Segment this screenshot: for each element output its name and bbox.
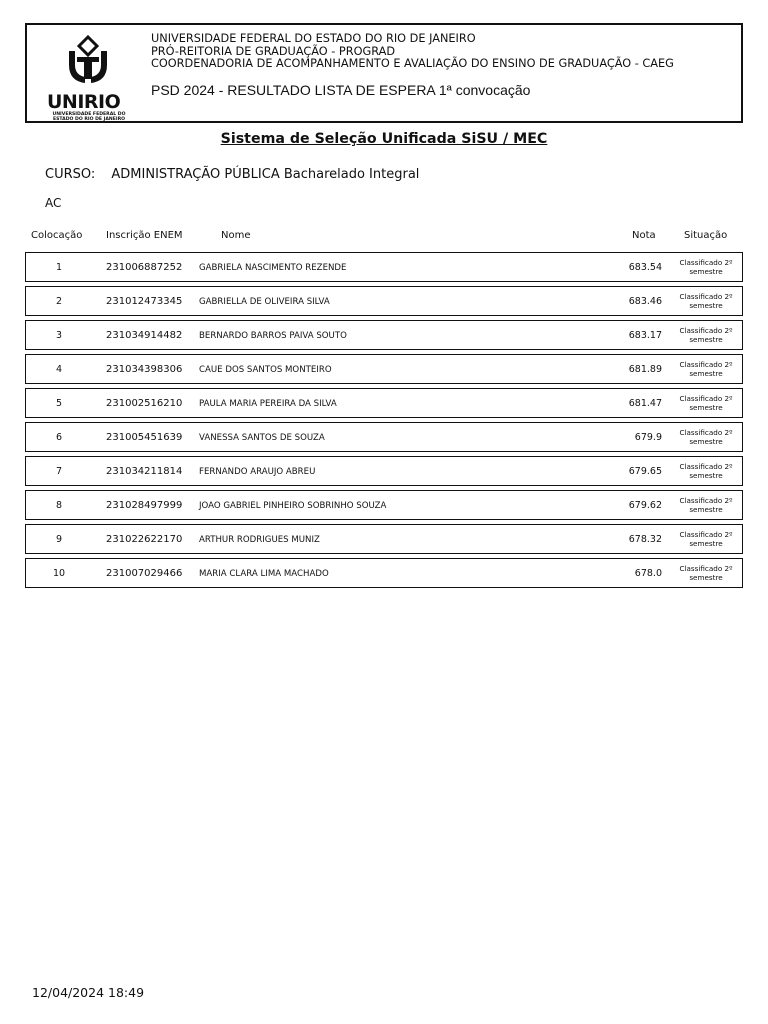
cell-situacao: Classificado 2º semestre: [679, 462, 733, 480]
col-header-nota: Nota: [632, 230, 656, 241]
cell-colocacao: 2: [55, 296, 63, 307]
cell-nota: 679.62: [628, 500, 662, 511]
col-header-situacao: Situação: [684, 230, 728, 241]
unirio-emblem-icon: [43, 35, 133, 91]
results-table: [25, 252, 743, 592]
cell-colocacao: 5: [55, 398, 63, 409]
cell-situacao: Classificado 2º semestre: [679, 292, 733, 310]
cell-nome: JOAO GABRIEL PINHEIRO SOBRINHO SOUZA: [199, 501, 387, 511]
cell-inscricao: 231007029466: [106, 568, 183, 579]
cell-nome: ARTHUR RODRIGUES MUNIZ: [199, 535, 320, 545]
cell-nota: 678.32: [628, 534, 662, 545]
cell-inscricao: 231002516210: [106, 398, 183, 409]
cell-situacao: Classificado 2º semestre: [679, 530, 733, 548]
cell-colocacao: 8: [55, 500, 63, 511]
cell-colocacao: 4: [55, 364, 63, 375]
cell-situacao: Classificado 2º semestre: [679, 258, 733, 276]
col-header-nome: Nome: [221, 230, 251, 241]
unirio-logo: [43, 35, 133, 122]
cell-situacao: Classificado 2º semestre: [679, 360, 733, 378]
cell-situacao: Classificado 2º semestre: [679, 326, 733, 344]
cell-inscricao: 231005451639: [106, 432, 183, 443]
table-row: [25, 524, 743, 554]
cell-inscricao: 231028497999: [106, 500, 183, 511]
print-datetime: 12/04/2024 18:49: [32, 985, 145, 1000]
table-row: [25, 388, 743, 418]
cell-nome: FERNANDO ARAUJO ABREU: [199, 467, 316, 477]
cell-nome: VANESSA SANTOS DE SOUZA: [199, 433, 325, 443]
cell-colocacao: 6: [55, 432, 63, 443]
course-name: ADMINISTRAÇÃO PÚBLICA Bacharelado Integral: [111, 167, 420, 182]
cell-nome: PAULA MARIA PEREIRA DA SILVA: [199, 399, 337, 409]
table-row: [25, 354, 743, 384]
cell-nome: BERNARDO BARROS PAIVA SOUTO: [199, 331, 347, 341]
cell-nome: MARIA CLARA LIMA MACHADO: [199, 569, 329, 579]
category-label: AC: [45, 196, 62, 210]
col-header-colocacao: Colocação: [31, 230, 83, 241]
cell-inscricao: 231022622170: [106, 534, 183, 545]
cell-inscricao: 231006887252: [106, 262, 183, 273]
cell-inscricao: 231034398306: [106, 364, 183, 375]
cell-colocacao: 7: [55, 466, 63, 477]
cell-nota: 679.65: [628, 466, 662, 477]
cell-nota: 678.0: [634, 568, 662, 579]
course-label: CURSO:: [45, 167, 96, 182]
cell-colocacao: 10: [52, 568, 66, 579]
cell-nome: GABRIELA NASCIMENTO REZENDE: [199, 263, 347, 273]
logo-wordmark: UNIRIO: [47, 91, 121, 113]
cell-situacao: Classificado 2º semestre: [679, 496, 733, 514]
table-row: [25, 286, 743, 316]
cell-situacao: Classificado 2º semestre: [679, 564, 733, 582]
table-row: [25, 422, 743, 452]
cell-situacao: Classificado 2º semestre: [679, 428, 733, 446]
col-header-inscricao: Inscrição ENEM: [106, 230, 183, 241]
table-row: [25, 490, 743, 520]
logo-subtitle: UNIVERSIDADE FEDERAL DO ESTADO DO RIO DE JANEIRO: [52, 112, 126, 122]
document-header: [25, 23, 743, 123]
cell-nota: 683.54: [628, 262, 662, 273]
cell-nome: CAUE DOS SANTOS MONTEIRO: [199, 365, 332, 375]
coordination-name: COORDENADORIA DE ACOMPANHAMENTO E AVALIAÇÃO DO ENSINO DE GRADUAÇÃO - CAEG: [151, 57, 674, 71]
system-title: Sistema de Seleção Unificada SiSU / MEC: [220, 131, 548, 147]
cell-nota: 681.89: [628, 364, 662, 375]
cell-inscricao: 231012473345: [106, 296, 183, 307]
cell-colocacao: 3: [55, 330, 63, 341]
table-row: [25, 320, 743, 350]
table-row: [25, 558, 743, 588]
pro-rectory-name: PRÓ-REITORIA DE GRADUAÇÃO - PROGRAD: [151, 44, 396, 58]
cell-nome: GABRIELLA DE OLIVEIRA SILVA: [199, 297, 330, 307]
cell-nota: 679.9: [634, 432, 662, 443]
institution-lines: [151, 33, 674, 71]
cell-inscricao: 231034211814: [106, 466, 183, 477]
institution-name: UNIVERSIDADE FEDERAL DO ESTADO DO RIO DE JANEIRO: [151, 32, 476, 45]
course-line: [45, 167, 419, 182]
cell-nota: 681.47: [628, 398, 662, 409]
table-row: [25, 252, 743, 282]
cell-colocacao: 9: [55, 534, 63, 545]
cell-situacao: Classificado 2º semestre: [679, 394, 733, 412]
cell-nota: 683.17: [628, 330, 662, 341]
table-row: [25, 456, 743, 486]
psd-title: PSD 2024 - RESULTADO LISTA DE ESPERA 1ª convocação: [151, 82, 531, 98]
cell-colocacao: 1: [55, 262, 63, 273]
cell-inscricao: 231034914482: [106, 330, 183, 341]
cell-nota: 683.46: [628, 296, 662, 307]
